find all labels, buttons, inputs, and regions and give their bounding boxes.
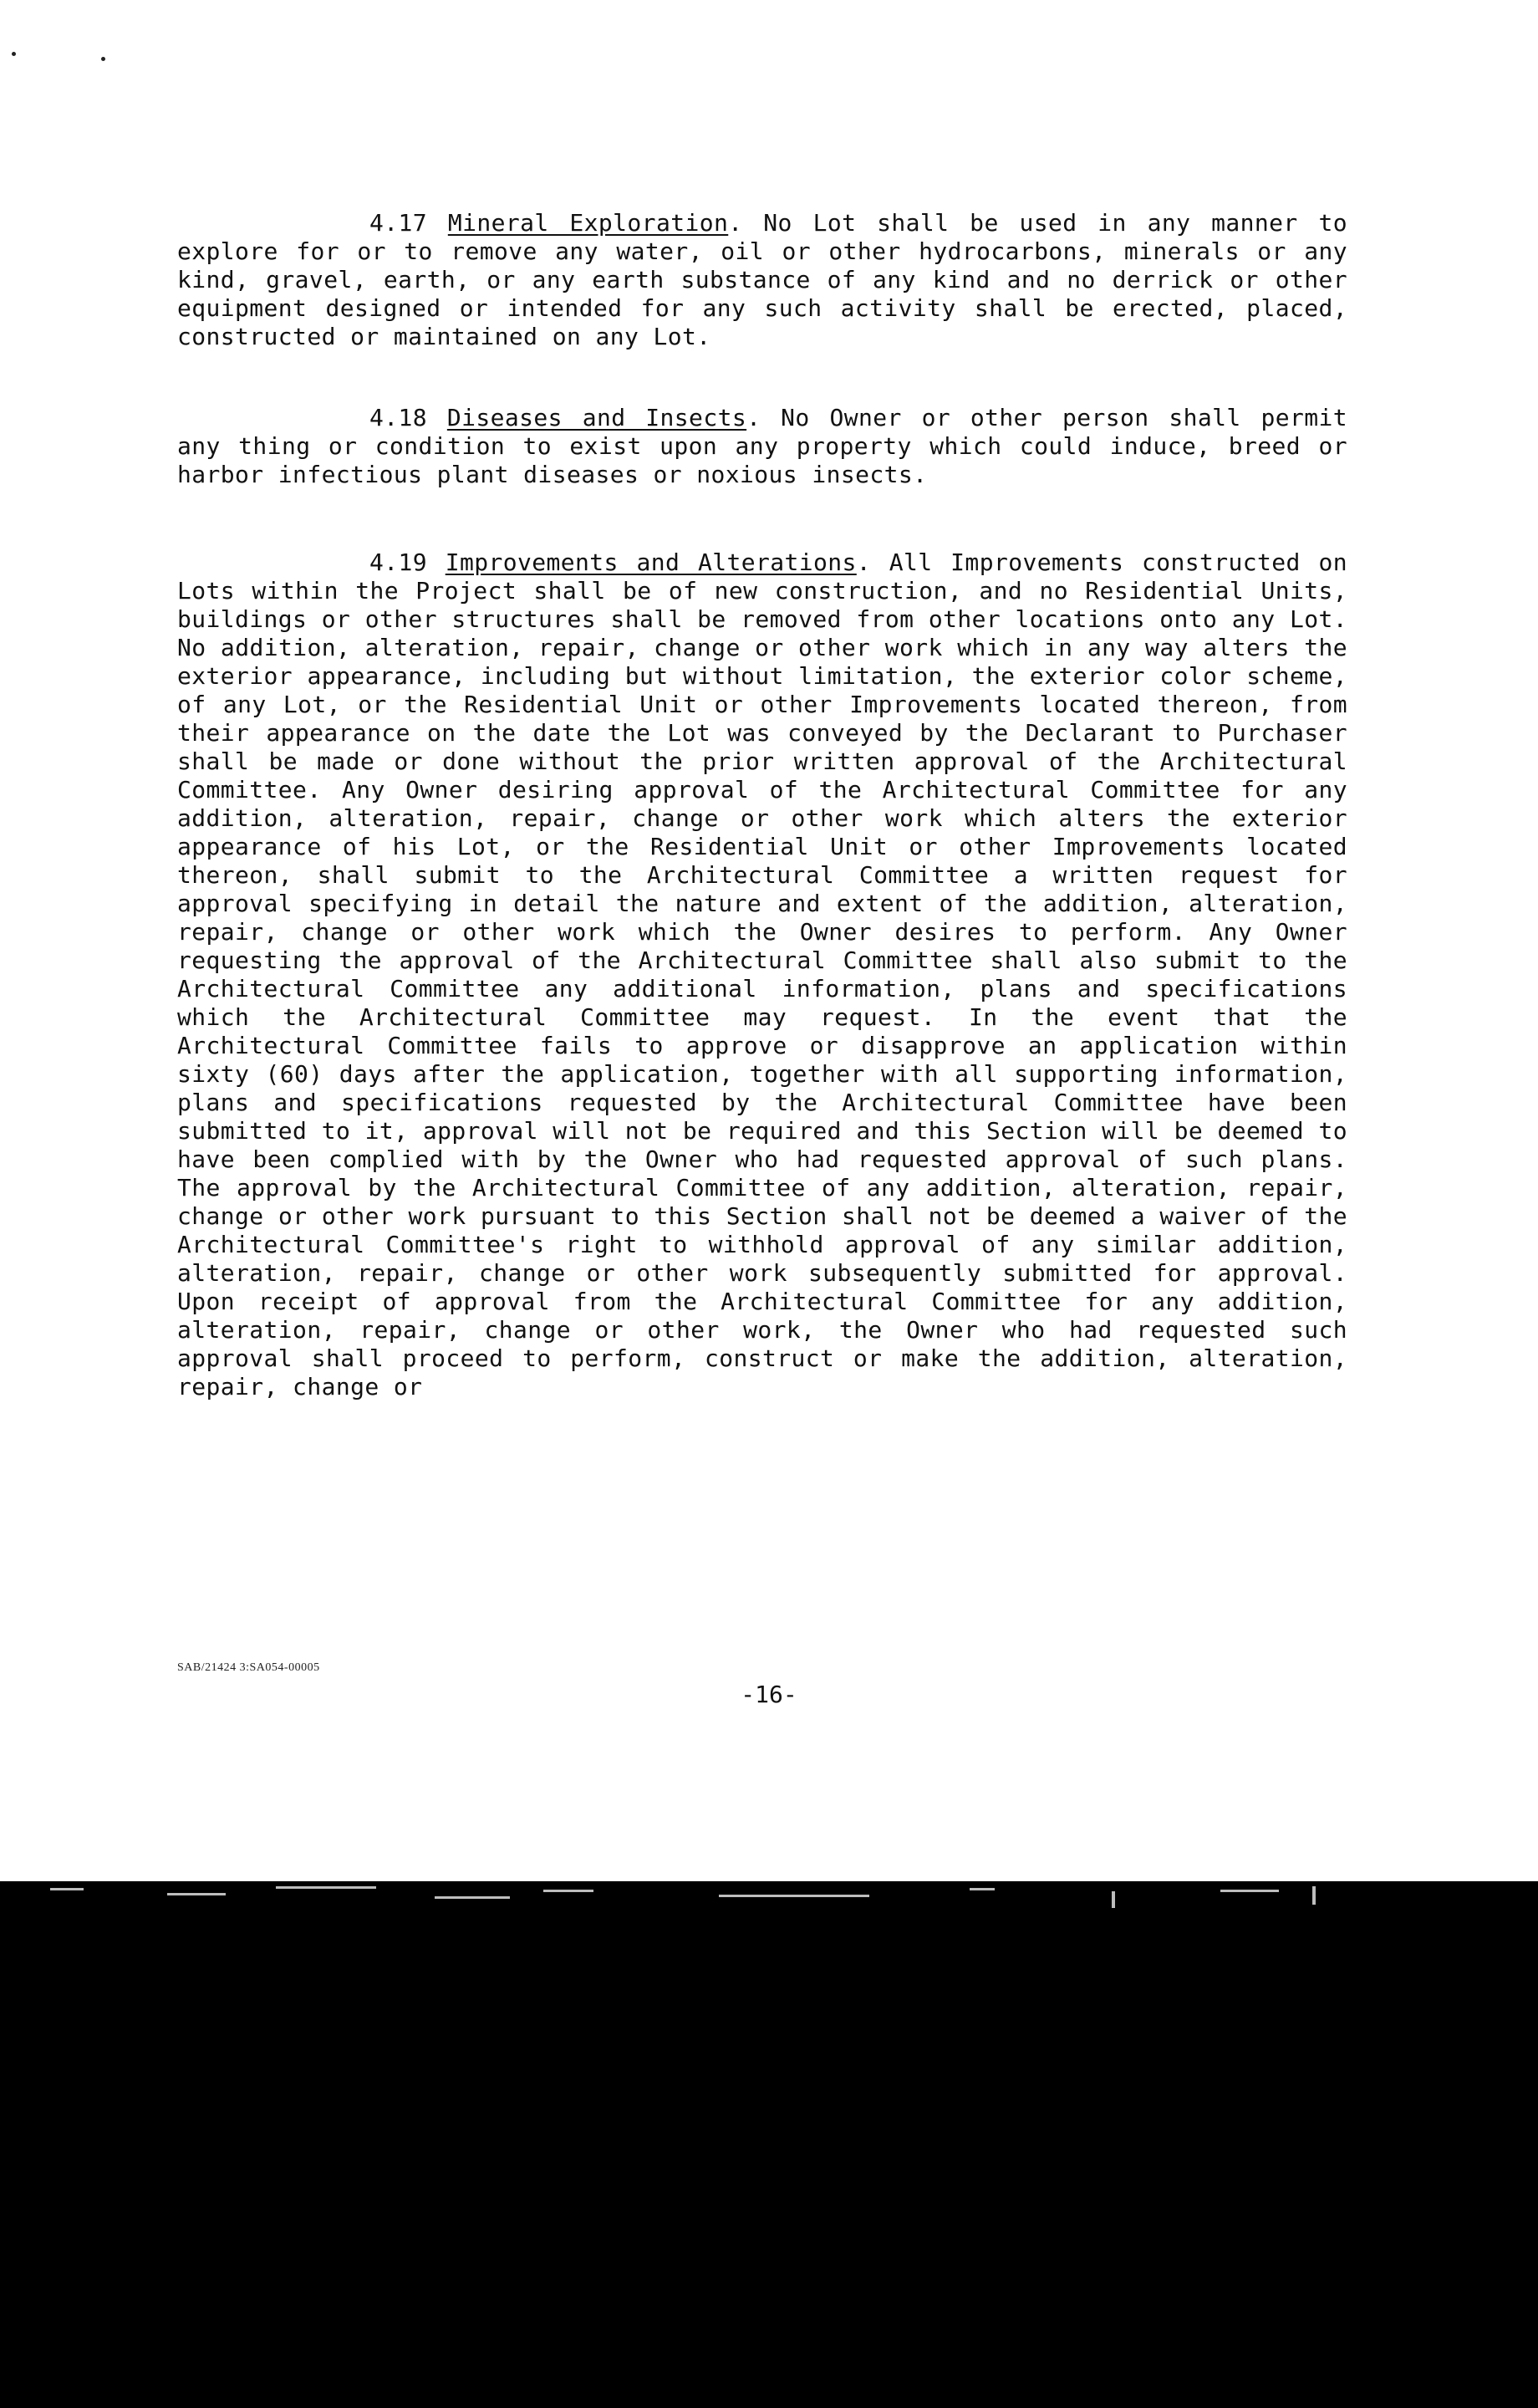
section-4-17 — [177, 209, 1347, 351]
document-code: SAB/21424 3:SA054-00005 — [177, 1661, 320, 1674]
section-heading: Diseases and Insects — [446, 404, 747, 431]
scan-edge-noise — [0, 1881, 1538, 1915]
section-heading: Improvements and Alterations — [445, 548, 857, 576]
section-number: 4.19 — [369, 548, 428, 576]
section-body: . All Improvements constructed on Lots within the Project shall be of new construction, and no Residential Units, buildings or other structures shall be removed from other locations onto any Lot. No addition, alteration, repair, change or other work which in any way alters the exterior appearance, including but without limitation, the exterior color scheme, of any Lot, or the Residential Unit or other Improvements located thereon, from their appearance on the date the Lot was conveyed by the Declarant to Purchaser shall be made or done without the prior written approval of the Architectural Committee. Any Owner desiring approval of the Architectural Committee for any addition, alteration, repair, change or other work which alters the exterior appearance of his Lot, or the Residential Unit or other Improvements located thereon, shall submit to the Architectural Committee a written request for approval specifying in detail the nature and extent of the addition, alteration, repair, change or other work which the Owner desires to perform. Any Owner requesting the approval of the Architectural Committee shall also submit to the Architectural Committee any additional information, plans and specifications which the Architectural Committee may request. In the event that the Architectural Committee fails to approve or disapprove an application within sixty (60) days after the application, together with all supporting information, plans and specifications requested by the Architectural Committee have been submitted to it, approval will not be required and this Section will be deemed to have been complied with by the Owner who had requested approval of such plans. The approval by the Architectural Committee of any addition, alteration, repair, change or other work pursuant to this Section shall not be deemed a waiver of the Architectural Committee's right to withhold approval of any similar addition, alteration, repair, change or other work subsequently submitted for approval. Upon receipt of approval from the Architectural Committee for any addition, alteration, repair, change or other work, the Owner who had requested such approval shall proceed to perform, construct or make the addition, alteration, repair, change or — [177, 548, 1347, 1400]
section-body: . No Lot shall be used in any manner to explore for or to remove any water, oil or other hydrocarbons, minerals or any kind, gravel, earth, or any earth substance of any kind and no derrick or other equipment designed or intended for any such activity shall be erected, placed, constructed or maintained on any Lot. — [177, 209, 1347, 350]
section-number: 4.18 — [369, 404, 428, 431]
page-number: -16- — [741, 1681, 797, 1708]
scan-speck — [12, 52, 16, 56]
section-body: . No Owner or other person shall permit any thing or condition to exist upon any property which could induce, breed or harbor infectious plant diseases or noxious insects. — [177, 404, 1347, 488]
scan-speck — [101, 57, 105, 61]
section-4-19 — [177, 548, 1347, 1401]
section-4-18 — [177, 404, 1347, 489]
section-number: 4.17 — [369, 209, 428, 237]
section-heading: Mineral Exploration — [447, 209, 729, 237]
